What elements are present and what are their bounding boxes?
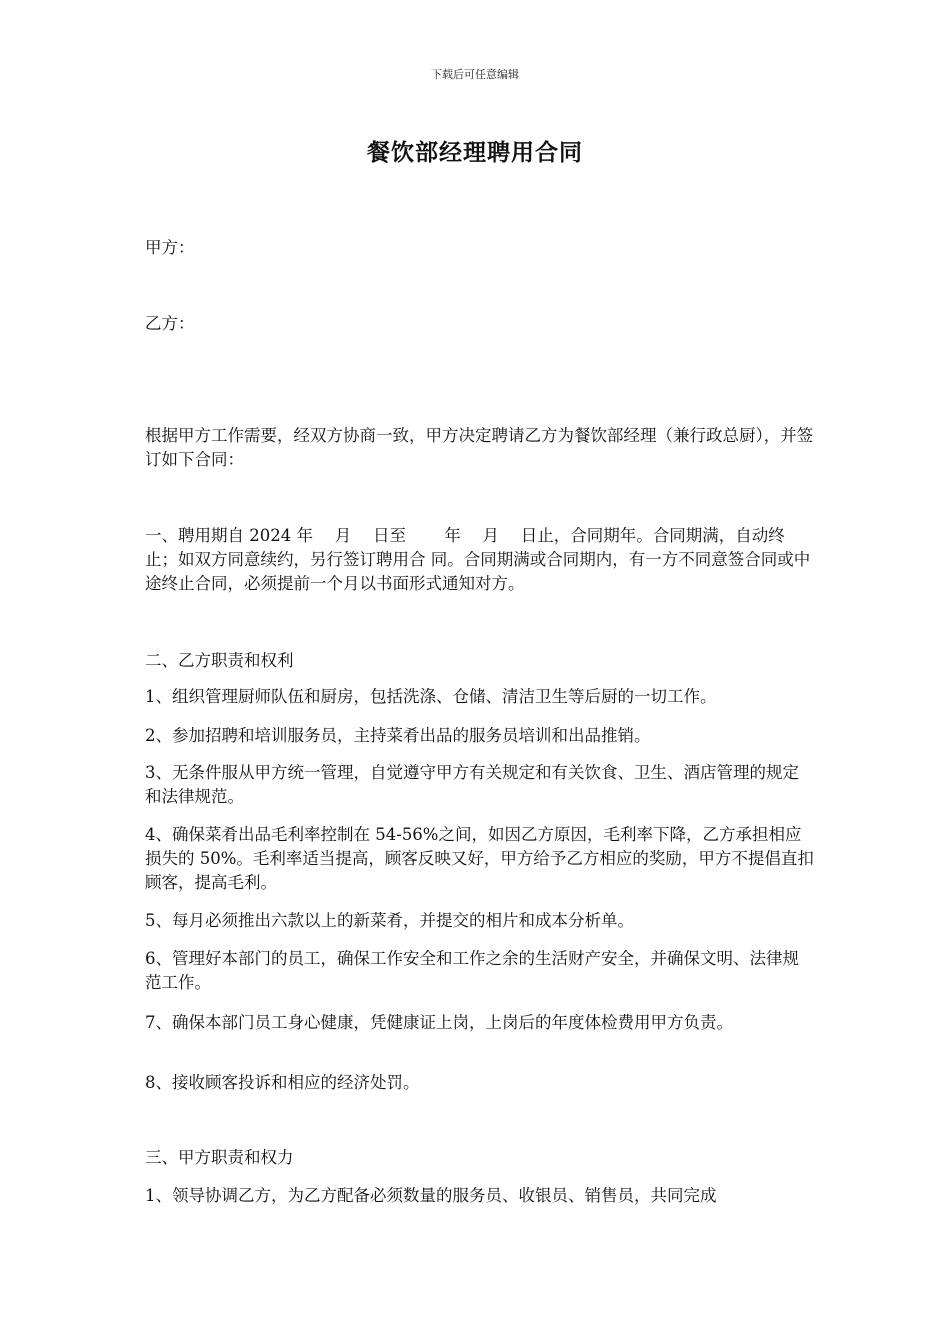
intro-paragraph: 根据甲方工作需要，经双方协商一致，甲方决定聘请乙方为餐饮部经理（兼行政总厨），并签订如下合同： [145,426,814,469]
section-2-item: 8、接收顾客投诉和相应的经济处罚。 [145,1073,420,1092]
section-2-item: 5、每月必须推出六款以上的新菜肴，并提交的相片和成本分析单。 [145,911,634,930]
section-2-item: 3、无条件服从甲方统一管理，自觉遵守甲方有关规定和有关饮食、卫生、酒店管理的规定和法律规范。 [145,763,799,806]
section-2-item: 1、组织管理厨师队伍和厨房，包括洗涤、仓储、清洁卫生等后厨的一切工作。 [145,687,717,706]
party-a-label: 甲方： [145,238,195,257]
section-2-item: 4、确保菜肴出品毛利率控制在 54-56%之间，如因乙方原因，毛利率下降，乙方承担相应损失的 50%。毛利率适当提高，顾客反映又好，甲方给予乙方相应的奖励，甲方不提倡直扣顾客，提高毛利。 [145,825,814,892]
header-note: 下载后可任意编辑 [431,68,519,81]
section-3-heading: 三、甲方职责和权力 [145,1148,294,1167]
section-1-term: 一、聘用期自 2024 年 月 日至 年 月 日止，合同期年。合同期满，自动终止；如双方同意续约，另行签订聘用合 同。合同期满或合同期内，有一方不同意签合同或中途终止合同，必须提前一个月以书面形式通知对方。 [145,526,811,593]
section-2-heading: 二、乙方职责和权利 [145,651,294,670]
section-3-item: 1、领导协调乙方，为乙方配备必须数量的服务员、收银员、销售员，共同完成 [145,1186,717,1205]
document-title: 餐饮部经理聘用合同 [367,139,583,166]
section-2-item: 7、确保本部门员工身心健康，凭健康证上岗，上岗后的年度体检费用甲方负责。 [145,1013,733,1032]
section-2-item: 6、管理好本部门的员工，确保工作安全和工作之余的生活财产安全，并确保文明、法律规范工作。 [145,949,799,992]
party-b-label: 乙方： [145,314,195,333]
section-2-item: 2、参加招聘和培训服务员，主持菜肴出品的服务员培训和出品推销。 [145,726,651,745]
